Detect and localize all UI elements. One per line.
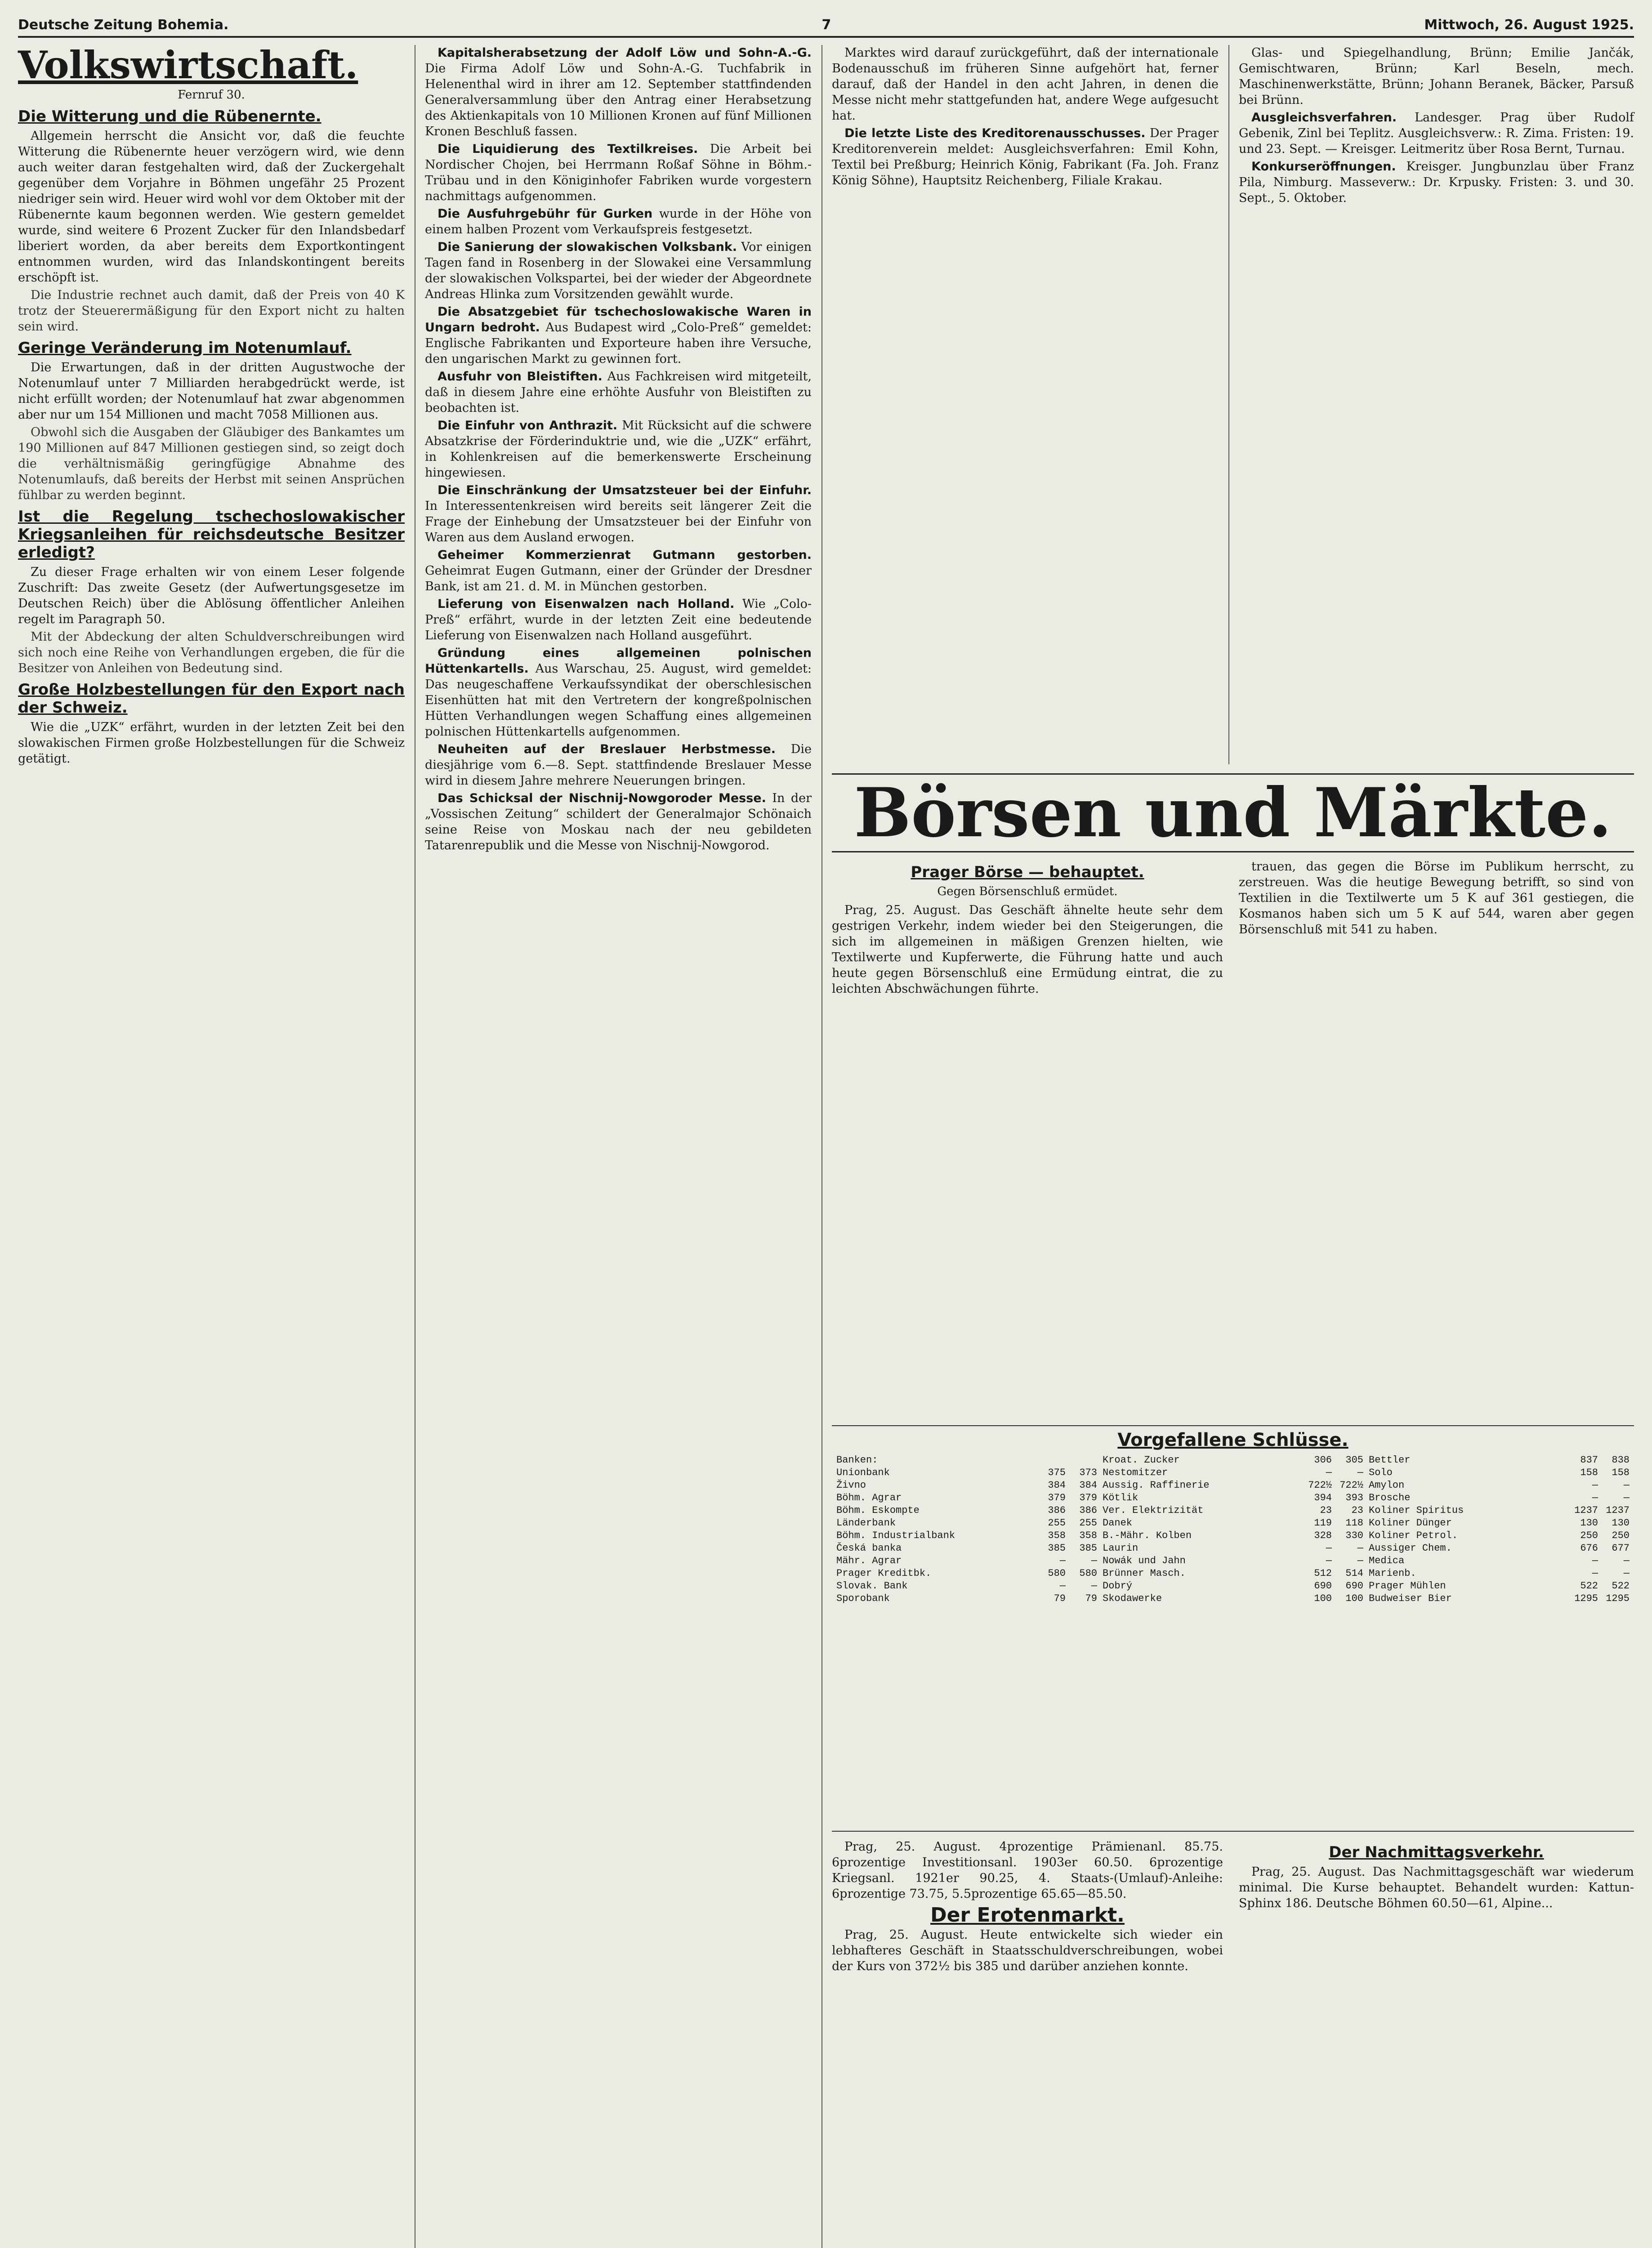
article-text: Die Arbeit bei Nordischer Chojen, bei Herrmann Roßaf Söhne in Böhm.-Trübau und in den Königinhofer Fabriken wurde vorgestern nachmittags aufgenommen. [425, 142, 812, 203]
article-text-continued: Die Industrie rechnet auch damit, daß der Preis von 40 K trotz der Steuerermäßigung für den Export nicht zu halten sein wird. [18, 288, 405, 334]
quote-value: — [1623, 1568, 1630, 1579]
article-title: Lieferung von Eisenwalzen nach Holland. [438, 597, 735, 611]
table-row [1369, 1580, 1630, 1592]
security-name: Unionbank [836, 1467, 890, 1478]
section-title: Volkswirtschaft. [18, 43, 358, 87]
quote-value: — [1592, 1492, 1598, 1503]
security-name: Dobrý [1103, 1580, 1133, 1592]
newspaper-page [18, 13, 1634, 2248]
table-column [1369, 1454, 1630, 1605]
article-text-continued: Obwohl sich die Ausgaben der Gläubiger des Bankamtes um 190 Millionen auf 847 Millionen gestiegen sind, so zeigt doch die verhältnismäßig geringfügige Abnahme des Notenumlaufs, daß bereits der Herbst mit seinen Ansprüchen fühlbar zu werden beginnt. [18, 425, 405, 502]
quote-value: 580 [1079, 1568, 1097, 1579]
header-right: Mittwoch, 26. August 1925. [1424, 17, 1634, 33]
quote-value: 690 [1314, 1580, 1332, 1592]
quote-value: — [1357, 1555, 1363, 1566]
article-text: Prag, 25. August. Heute entwickelte sich wieder ein lebhafteres Geschäft in Staatsschuldverschreibungen, wobei der Kurs von 372½ bis 385 und darüber anziehen konnte. [832, 1928, 1223, 1973]
article-text: Glas- und Spiegelhandlung, Brünn; Emilie Jančák, Gemischtwaren, Brünn; Karl Beseln, mech. Maschinenwerkstätte, Brünn; Johann Beranek, Bäcker, Parsuß bei Brünn. [1239, 46, 1634, 107]
table-column [836, 1454, 1097, 1605]
table-row [836, 1504, 1097, 1517]
table-row [836, 1454, 1097, 1467]
article-title: Ausfuhr von Bleistiften. [438, 370, 603, 384]
article-text: Wie „Colo-Preß“ erfährt, wurde in der letzten Zeit eine bedeutende Lieferung von Eisenwalzen nach Holland ausgeführt. [425, 597, 812, 642]
table-column [1103, 1454, 1363, 1605]
table-row [836, 1467, 1097, 1479]
security-name: Amylon [1369, 1480, 1405, 1491]
article-title: Die letzte Liste des Kreditorenausschusses. [844, 126, 1146, 140]
quote-value: 393 [1345, 1492, 1363, 1503]
prager-boerse-continued [1239, 859, 1634, 939]
security-name: Böhm. Eskompte [836, 1505, 920, 1516]
quote-value: — [1326, 1467, 1332, 1478]
article-title: Die Witterung und die Rübenernte. [18, 107, 321, 125]
article-title: Konkurseröffnungen. [1251, 160, 1396, 174]
security-name: Sporobank [836, 1593, 890, 1604]
table-row [1369, 1542, 1630, 1555]
security-name: Slovak. Bank [836, 1580, 908, 1592]
table-row [836, 1567, 1097, 1580]
quote-value: 722½ [1339, 1480, 1363, 1491]
table-row [1369, 1454, 1630, 1467]
article-title: Prager Börse — behauptet. [911, 863, 1144, 881]
quote-value: 118 [1345, 1517, 1363, 1529]
quote-value: 385 [1048, 1543, 1066, 1554]
quote-value: 23 [1351, 1505, 1363, 1516]
table-row [836, 1580, 1097, 1592]
quote-value: — [1091, 1555, 1097, 1566]
quote-value: 100 [1314, 1593, 1332, 1604]
quote-value: 119 [1314, 1517, 1332, 1529]
security-name: Böhm. Agrar [836, 1492, 902, 1503]
table-row [1369, 1517, 1630, 1530]
table-row [1103, 1567, 1363, 1580]
article-text-continued: Mit der Abdeckung der alten Schuldverschreibungen wird sich noch eine Reihe von Verhandlungen ergeben, die für die Besitzer von Anleihen von Bedeutung sind. [18, 630, 405, 675]
security-name: Prager Kreditbk. [836, 1568, 932, 1579]
article-text: Aus Warschau, 25. August, wird gemeldet: Das neugeschaffene Verkaufssyndikat der oberschlesischen Eisenhütten hat mit den Vertretern der kongreßpolnischen Hütten Verhandlungen wegen Schaffung eines allgemeinen polnischen Hüttenkartells aufgenommen. [425, 662, 812, 739]
quote-value: — [1091, 1580, 1097, 1592]
security-name: Česká banka [836, 1543, 902, 1554]
quotes-table [832, 1425, 1634, 1832]
article-title: Kapitalsherabsetzung der Adolf Löw und Sohn-A.-G. [438, 46, 812, 60]
article-text: In der „Vossischen Zeitung“ schildert der Generalmajor Schönaich seine Reise von Moskau nach der neu gebildeten Tatarenrepublik und die Messe von Nischnij-Nowgorod. [425, 791, 812, 852]
table-row [1103, 1580, 1363, 1592]
quote-value: 379 [1048, 1492, 1066, 1503]
quote-value: 676 [1580, 1543, 1598, 1554]
article-title: Neuheiten auf der Breslauer Herbstmesse. [438, 742, 776, 756]
column-volkswirtschaft [18, 45, 405, 768]
security-name: Bettler [1369, 1454, 1411, 1466]
quote-value: 1237 [1574, 1505, 1598, 1516]
security-name: Nestomitzer [1103, 1467, 1168, 1478]
table-row [836, 1492, 1097, 1504]
security-name: Koliner Petrol. [1369, 1530, 1458, 1541]
article-text: Die Firma Adolf Löw und Sohn-A.-G. Tuchfabrik in Helenenthal wird in ihrer am 12. September stattfindenden Generalversammlung über den Antrag einer Herabsetzung des Aktienkapitals von 10 Millionen Kronen auf fünf Millionen Kronen Beschluß fassen. [425, 62, 812, 138]
table-row [1103, 1454, 1363, 1467]
quote-value: 394 [1314, 1492, 1332, 1503]
table-row [1369, 1492, 1630, 1504]
security-name: Koliner Spiritus [1369, 1505, 1464, 1516]
table-title: Vorgefallene Schlüsse. [1117, 1430, 1348, 1450]
quote-value: 373 [1079, 1467, 1097, 1478]
article-text: Aus Budapest wird „Colo-Preß“ gemeldet: Englische Fabrikanten und Exporteure haben ihre Versuche, den ungarischen Markt zu gewinnen fort. [425, 321, 812, 366]
article-title: Der Nachmittagsverkehr. [1329, 1843, 1544, 1861]
security-name: Danek [1103, 1517, 1133, 1529]
article-text: Mit Rücksicht auf die schwere Absatzkrise der Förderinduktrie und, wie die „UZK“ erfährt, in Kohlenkreisen auf die bemerkenswerte Erscheinung hingewiesen. [425, 419, 812, 480]
table-row [1369, 1479, 1630, 1492]
quote-value: 255 [1048, 1517, 1066, 1529]
column-3 [832, 45, 1219, 190]
security-name: B.-Mähr. Kolben [1103, 1530, 1192, 1541]
effekten-column [832, 1839, 1223, 1976]
article-text: Geheimrat Eugen Gutmann, einer der Gründer der Dresdner Bank, ist am 21. d. M. in München gestorben. [425, 564, 812, 593]
security-name: Prager Mühlen [1369, 1580, 1446, 1592]
article-title: Die Einfuhr von Anthrazit. [438, 419, 618, 433]
quote-value: — [1592, 1568, 1598, 1579]
column-2 [425, 45, 812, 855]
quote-value: — [1623, 1480, 1630, 1491]
table-row [1103, 1467, 1363, 1479]
quote-value: 306 [1314, 1454, 1332, 1466]
article-text: Marktes wird darauf zurückgeführt, daß der internationale Bodenausschuß im früheren Sinne aufgehört hat, ferner darauf, daß der Handel in den acht Jahren, in denen die Messe nicht mehr stattgefunden hat, andere Wege aufgesucht hat. [832, 46, 1219, 123]
security-name: Solo [1369, 1467, 1393, 1478]
security-name: Brünner Masch. [1103, 1568, 1186, 1579]
article-text: Allgemein herrscht die Ansicht vor, daß die feuchte Witterung die Rübenernte heuer verzögern wird, wie denn auch weiter daran festgehalten wird, daß der Zuckergehalt gegenüber dem Vorjahre in Böhmen ungefähr 25 Prozent niedriger sein wird. Heuer wird wohl vor dem Oktober mit der Rübenernte kaum begonnen werden. Wie gestern gemeldet wurde, sind weitere 6 Prozent Zucker für den Inlandsbedarf liberiert worden, da aber bereits dem Exportkontingent entnommen wurden, wird das Inlandskontingent bereits erschöpft ist. [18, 129, 405, 285]
quote-value: — [1326, 1543, 1332, 1554]
table-row [1369, 1504, 1630, 1517]
quote-value: 379 [1079, 1492, 1097, 1503]
quote-value [1034, 1454, 1066, 1467]
header-left: Deutsche Zeitung Bohemia. [18, 17, 229, 33]
quote-value: 255 [1079, 1517, 1097, 1529]
article-title: Die Einschränkung der Umsatzsteuer bei der Einfuhr. [438, 483, 812, 497]
article-text: Wie die „UZK“ erfährt, wurden in der letzten Zeit bei den slowakischen Firmen große Holzbestellungen für die Schweiz getätigt. [18, 720, 405, 766]
security-name: Kroat. Zucker [1103, 1454, 1180, 1466]
quote-value: 358 [1048, 1530, 1066, 1541]
article-text: Prag, 25. August. Das Geschäft ähnelte heute sehr dem gestrigen Verkehr, indem wieder bei den Steigerungen, die sich im allgemeinen in mäßigen Grenzen hielten, wie Textilwerte und Kupferwerte, die Führung hatte und auch heute gegen Börsenschluß eine Ermüdung eintrat, die zu leichten Abschwächungen führte. [832, 903, 1223, 996]
column-4 [1239, 45, 1634, 208]
quote-value: 386 [1048, 1505, 1066, 1516]
article-title: Das Schicksal der Nischnij-Nowgoroder Messe. [438, 791, 766, 805]
quote-value: 79 [1085, 1593, 1097, 1604]
quote-value: 386 [1079, 1505, 1097, 1516]
table-row [1103, 1517, 1363, 1530]
table-row [1369, 1567, 1630, 1580]
quote-value: 130 [1612, 1517, 1630, 1529]
table-row [1103, 1555, 1363, 1567]
article-text: Zu dieser Frage erhalten wir von einem Leser folgende Zuschrift: Das zweite Gesetz (der Aufwertungsgesetze im Deutschen Reich) über die Ablösung öffentlicher Anleihen regelt im Paragraph 50. [18, 565, 405, 626]
security-name: Kötlik [1103, 1492, 1139, 1503]
security-name: Böhm. Industrialbank [836, 1530, 955, 1541]
table-row [1103, 1504, 1363, 1517]
table-row [1103, 1592, 1363, 1605]
article-text: Kreisger. Jungbunzlau über Franz Pila, Nimburg. Masseverw.: Dr. Krpusky. Fristen: 3. und 30. Sept., 5. Oktober. [1239, 160, 1634, 205]
security-name: Laurin [1103, 1543, 1139, 1554]
security-name: Banken: [836, 1454, 878, 1466]
quote-value: 79 [1054, 1593, 1066, 1604]
quote-value: 677 [1612, 1543, 1630, 1554]
prager-boerse-column [832, 859, 1223, 999]
article-text: Landesger. Prag über Rudolf Gebenik, Zinl bei Teplitz. Ausgleichsverw.: R. Zima. Fristen: 19. und 23. Sept. — Kreisger. Leitmeritz über Rosa Bernt, Turnau. [1239, 111, 1634, 156]
article-title: Die Ausfuhrgebühr für Gurken [438, 207, 653, 221]
article-text: Die Erwartungen, daß in der dritten Augustwoche der Notenumlauf unter 7 Milliarden herabgedrückt werde, ist nicht erfüllt worden; der Notenumlauf hat zwar abgenommen aber nur um 154 Millionen und macht 7058 Millionen aus. [18, 361, 405, 422]
security-name: Nowák und Jahn [1103, 1555, 1186, 1566]
quote-value: 384 [1079, 1480, 1097, 1491]
section-title-boersen: Börsen und Märkte. [832, 773, 1634, 852]
article-text: In Interessentenkreisen wird bereits seit längerer Zeit die Frage der Einhebung der Umsatzsteuer bei der Einfuhr von Waren aus dem Ausland erwogen. [425, 499, 812, 544]
quote-value: 384 [1048, 1480, 1066, 1491]
article-text: Aus Fachkreisen wird mitgeteilt, daß in diesem Jahre eine erhöhte Ausfuhr von Bleistiften zu beobachten ist. [425, 370, 812, 415]
article-title: Geheimer Kommerzienrat Gutmann gestorben. [438, 548, 812, 562]
security-name: Aussiger Chem. [1369, 1543, 1452, 1554]
quote-value: 580 [1048, 1568, 1066, 1579]
article-subtitle: Gegen Börsenschluß ermüdet. [937, 885, 1118, 898]
table-row [1103, 1492, 1363, 1504]
table-row [1369, 1530, 1630, 1542]
article-title: Die Liquidierung des Textilkreises. [438, 142, 698, 156]
table-row [836, 1592, 1097, 1605]
quote-value: — [1326, 1555, 1332, 1566]
article-text: Die diesjährige vom 6.—8. Sept. stattfindende Breslauer Messe wird in diesem Jahre mehrere Neuerungen bringen. [425, 742, 812, 788]
quote-value: — [1059, 1580, 1066, 1592]
quote-value: 328 [1314, 1530, 1332, 1541]
security-name: Brosche [1369, 1492, 1411, 1503]
table-row [836, 1530, 1097, 1542]
quote-value: 1295 [1606, 1593, 1630, 1604]
table-row [1103, 1479, 1363, 1492]
security-name: Länderbank [836, 1517, 896, 1529]
table-row [836, 1542, 1097, 1555]
quote-value: 130 [1580, 1517, 1598, 1529]
quote-value: 690 [1345, 1580, 1363, 1592]
quote-value: 100 [1345, 1593, 1363, 1604]
article-title: Ist die Regelung tschechoslowakischer Kriegsanleihen für reichsdeutsche Besitzer erledigt? [18, 508, 405, 562]
security-name: Koliner Dünger [1369, 1517, 1452, 1529]
table-row [1369, 1555, 1630, 1567]
quote-value: 1237 [1606, 1505, 1630, 1516]
quote-value: — [1592, 1480, 1598, 1491]
security-name: Skodawerke [1103, 1593, 1162, 1604]
quote-value: — [1623, 1492, 1630, 1503]
quote-value: 722½ [1308, 1480, 1332, 1491]
quote-value: 358 [1079, 1530, 1097, 1541]
article-text: Der Prager Kreditorenverein meldet: Ausgleichsverfahren: Emil Kohn, Textil bei Preßburg; Heinrich König, Fabrikant (Fa. Joh. Franz König Söhne), Hauptsitz Reichenberg, Filiale Krakau. [832, 126, 1219, 187]
quote-value: — [1592, 1555, 1598, 1566]
quote-value: — [1623, 1555, 1630, 1566]
quote-value: 330 [1345, 1530, 1363, 1541]
quote-value: — [1357, 1467, 1363, 1478]
article-text: Prag, 25. August. Das Nachmittagsgeschäft war wiederum minimal. Die Kurse behauptet. Behandelt wurden: Kattun-Sphinx 186. Deutsche Böhmen 60.50—61, Alpine... [1239, 1865, 1634, 1910]
quote-value: 385 [1079, 1543, 1097, 1554]
article-text: wurde in der Höhe von einem halben Prozent vom Verkaufspreis festgesetzt. [425, 207, 812, 236]
quote-value: 1295 [1574, 1593, 1598, 1604]
quote-value: 250 [1612, 1530, 1630, 1541]
article-text: trauen, das gegen die Börse im Publikum herrscht, zu zerstreuen. Was die heutige Bewegung betrifft, so sind von Textilien in die Textilwerte um 5 K auf 361 gestiegen, die Kosmanos haben sich um 5 K auf 544, waren aber gegen Börsenschluß mit 541 zu haben. [1239, 860, 1634, 937]
article-title: Große Holzbestellungen für den Export nach der Schweiz. [18, 681, 405, 717]
nachmittag-column [1239, 1839, 1634, 1913]
table-row [1103, 1542, 1363, 1555]
table-row [836, 1517, 1097, 1530]
table-row [1103, 1530, 1363, 1542]
quote-value: — [1357, 1543, 1363, 1554]
quote-value [1066, 1454, 1097, 1467]
article-title: Die Absatzgebiet für tschechoslowakische Waren in Ungarn bedroht. [425, 305, 812, 335]
security-name: Marienb. [1369, 1568, 1416, 1579]
quote-value: 305 [1345, 1454, 1363, 1466]
quote-value: 158 [1580, 1467, 1598, 1478]
article-title: Der Erotenmarkt. [930, 1904, 1125, 1927]
table-row [836, 1479, 1097, 1492]
security-name: Mähr. Agrar [836, 1555, 902, 1566]
quote-value: 375 [1048, 1467, 1066, 1478]
page-number: 7 [822, 17, 831, 33]
security-name: Aussig. Raffinerie [1103, 1480, 1210, 1491]
quote-value: 837 [1580, 1454, 1598, 1466]
table-row [1369, 1467, 1630, 1479]
article-title: Gründung eines allgemeinen polnischen Hüttenkartells. [425, 646, 812, 676]
security-name: Ver. Elektrizität [1103, 1505, 1204, 1516]
quote-value: — [1059, 1555, 1066, 1566]
article-text: Vor einigen Tagen fand in Rosenberg in der Slowakei eine Versammlung der slowakischen Volkspartei, bei der wieder der Abgeordnete Andreas Hlinka zum Vorsitzenden gewählt wurde. [425, 240, 812, 301]
article-text: Prag, 25. August. 4prozentige Prämienanl. 85.75. 6prozentige Investitionsanl. 1903er 60.50. 6prozentige Kriegsanl. 1921er 90.25, 4. Staats-(Umlauf)-Anleihe: 6prozentige 73.75, 5.5prozentige 65.65—85.50. [832, 1840, 1223, 1901]
quote-value: 522 [1580, 1580, 1598, 1592]
quote-value: 250 [1580, 1530, 1598, 1541]
security-name: Budweiser Bier [1369, 1593, 1452, 1604]
page-header [18, 13, 1634, 38]
security-name: Živno [836, 1480, 866, 1491]
security-name: Medica [1369, 1555, 1405, 1566]
section-byline: Fernruf 30. [178, 88, 245, 102]
quote-value: 158 [1612, 1467, 1630, 1478]
table-row [836, 1555, 1097, 1567]
article-title: Geringe Veränderung im Notenumlauf. [18, 339, 352, 357]
table-row [1369, 1592, 1630, 1605]
quote-value: 838 [1612, 1454, 1630, 1466]
quote-value: 23 [1320, 1505, 1332, 1516]
article-title: Ausgleichsverfahren. [1251, 111, 1397, 125]
quote-value: 512 [1314, 1568, 1332, 1579]
article-title: Die Sanierung der slowakischen Volksbank. [438, 240, 737, 254]
column-rule [1228, 45, 1229, 764]
quote-value: 514 [1345, 1568, 1363, 1579]
quote-value: 522 [1612, 1580, 1630, 1592]
